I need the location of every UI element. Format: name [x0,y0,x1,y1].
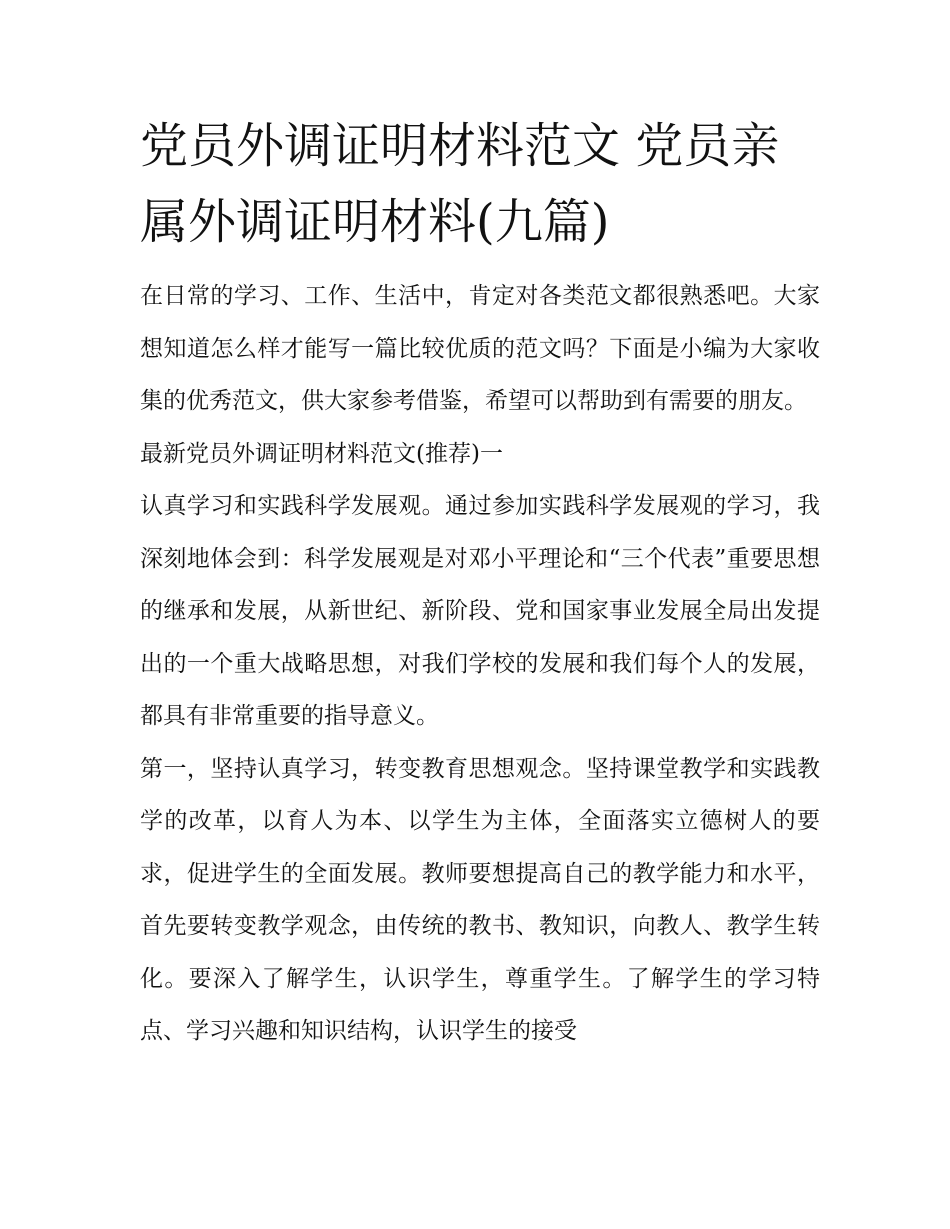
document-content [140,108,820,1058]
document-title: 党员外调证明材料范文 党员亲属外调证明材料(九篇) [140,118,780,250]
document-body [140,270,820,1058]
intro-paragraph: 在日常的学习、工作、生活中，肯定对各类范文都很熟悉吧。大家想知道怎么样才能写一篇比较优质的范文吗？下面是小编为大家收集的优秀范文，供大家参考借鉴，希望可以帮助到有需要的朋友。 [140,283,820,414]
body-paragraph: 认真学习和实践科学发展观。通过参加实践科学发展观的学习，我深刻地体会到：科学发展观是对邓小平理论和“三个代表”重要思想的继承和发展，从新世纪、新阶段、党和国家事业发展全局出发提出的一个重大战略思想，对我们学校的发展和我们每个人的发展，都具有非常重要的指导意义。 [140,493,820,729]
body-paragraph: 第一，坚持认真学习，转变教育思想观念。坚持课堂教学和实践教学的改革，以育人为本、以学生为主体，全面落实立德树人的要求，促进学生的全面发展。教师要想提高自己的教学能力和水平，首先要转变教学观念，由传统的教书、教知识，向教人、教学生转化。要深入了解学生，认识学生，尊重学生。了解学生的学习特点、学习兴趣和知识结构，认识学生的接受 [140,755,820,1044]
section-heading: 最新党员外调证明材料范文(推荐)一 [140,440,503,467]
